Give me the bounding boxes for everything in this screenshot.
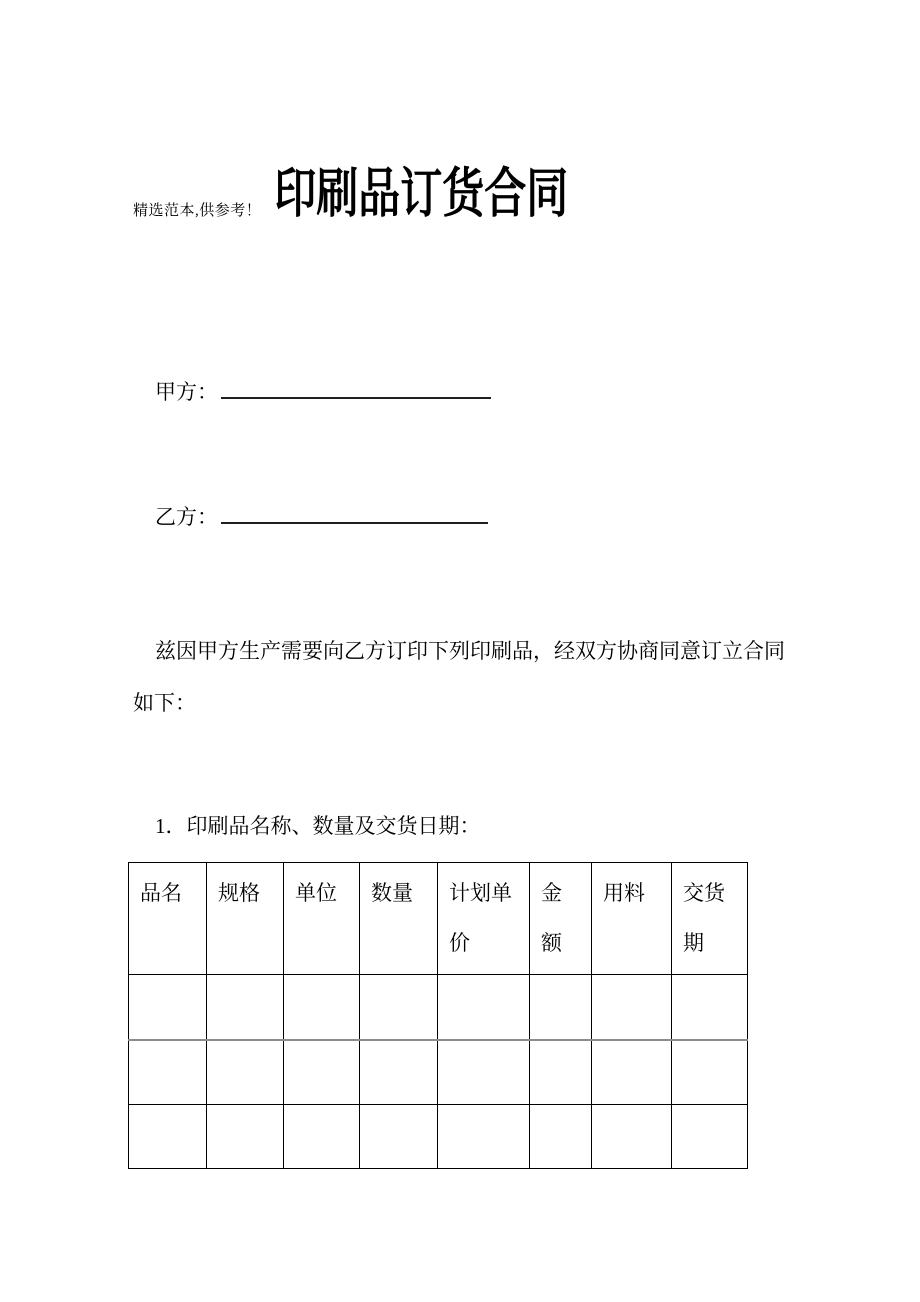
header-specification: 规格 [207,863,284,975]
table-cell[interactable] [284,1040,360,1105]
party-b-label: 乙方： [155,505,218,529]
table-row [129,1105,748,1169]
table-cell[interactable] [672,1105,748,1169]
table-cell[interactable] [530,975,592,1040]
table-cell[interactable] [530,1105,592,1169]
intro-line-1: 兹因甲方生产需要向乙方订印下列印刷品，经双方协商同意订立合同 [155,639,785,663]
intro-paragraph [133,625,785,729]
table-cell[interactable] [672,975,748,1040]
table-cell[interactable] [129,1040,207,1105]
table-cell[interactable] [207,1105,284,1169]
party-a-label: 甲方： [155,380,218,404]
table-cell[interactable] [284,1105,360,1169]
template-note: 精选范本,供参考！ [133,203,262,219]
table-cell[interactable] [530,1040,592,1105]
table-cell[interactable] [129,975,207,1040]
header-quantity: 数量 [360,863,438,975]
table-cell[interactable] [592,975,672,1040]
header-delivery-date: 交货期 [672,863,748,975]
table-cell[interactable] [438,1040,530,1105]
header-amount: 金额 [530,863,592,975]
table-cell[interactable] [360,1040,438,1105]
party-a-line [155,376,491,408]
header-unit: 单位 [284,863,360,975]
table-row [129,1040,748,1105]
table-row [129,975,748,1040]
table-cell[interactable] [592,1105,672,1169]
party-b-blank-field[interactable] [221,503,488,524]
header-item-name: 品名 [129,863,207,975]
party-a-blank-field[interactable] [221,378,491,399]
table-cell[interactable] [438,975,530,1040]
table-cell[interactable] [207,1040,284,1105]
table-cell[interactable] [284,975,360,1040]
table-cell[interactable] [438,1105,530,1169]
title-row [133,163,569,228]
document-title: 印刷品订货合同 [274,163,569,223]
table-cell[interactable] [207,975,284,1040]
header-material: 用料 [592,863,672,975]
order-items-table [128,862,748,1169]
table-header-row [129,863,748,975]
table-cell[interactable] [360,1105,438,1169]
table-cell[interactable] [360,975,438,1040]
section-1-heading: 1．印刷品名称、数量及交货日期： [155,814,481,838]
header-planned-unit-price: 计划单价 [438,863,530,975]
table-cell[interactable] [129,1105,207,1169]
table-cell[interactable] [592,1040,672,1105]
party-b-line [155,501,488,533]
table-cell[interactable] [672,1040,748,1105]
intro-line-2: 如下： [133,691,196,715]
